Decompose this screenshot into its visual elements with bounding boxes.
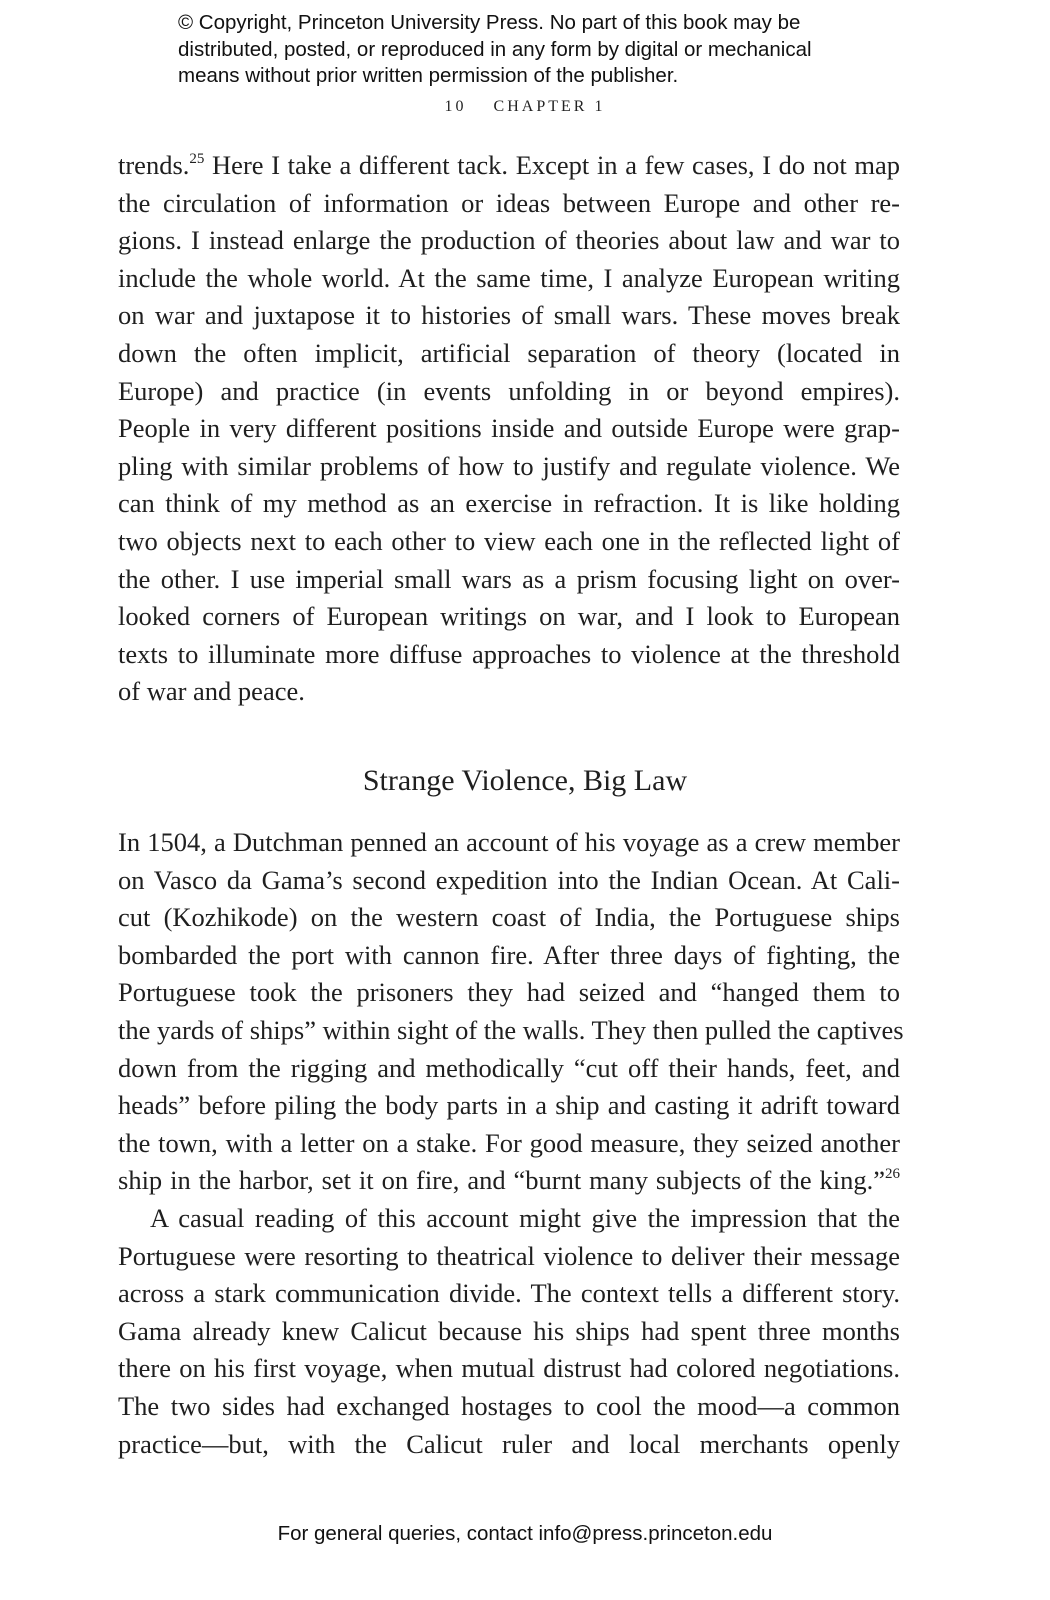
text-line: texts to illuminate more diffuse approaches to violence at the threshold	[118, 638, 900, 669]
text-line: practice—but, with the Calicut ruler and local merchants openly	[118, 1428, 900, 1459]
text-line: People in very different positions inside and outside Europe were grap-	[118, 413, 900, 444]
text-span: Here I take a different tack. Except in a few cases, I do not map	[204, 150, 900, 180]
text-line: bombarded the port with cannon fire. After three days of fighting, the	[118, 939, 900, 970]
text-line: can think of my method as an exercise in refraction. It is like holding	[118, 488, 900, 519]
text-line: Portuguese were resorting to theatrical violence to deliver their message	[118, 1240, 900, 1271]
text-line: of war and peace.	[118, 676, 305, 707]
text-line: down the often implicit, artificial separation of theory (located in	[118, 337, 900, 368]
copyright-notice	[178, 10, 898, 90]
text-line: on war and juxtapose it to histories of small wars. These moves break	[118, 300, 900, 331]
text-line: include the whole world. At the same time, I analyze European writing	[118, 262, 900, 293]
text-line: Portuguese took the prisoners they had seized and “hanged them to	[118, 977, 900, 1008]
text-line: down from the rigging and methodically “cut off their hands, feet, and	[118, 1052, 900, 1083]
copyright-line: means without prior written permission of the publisher.	[178, 64, 679, 87]
text-line: the yards of ships” within sight of the walls. They then pulled the captives	[118, 1014, 904, 1045]
text-line: The two sides had exchanged hostages to cool the mood—a common	[118, 1390, 900, 1421]
text-line: two objects next to each other to view each one in the reflected light of	[118, 525, 900, 556]
text-line: A casual reading of this account might give the impression that the	[150, 1203, 900, 1233]
text-line	[118, 1162, 900, 1200]
text-line: on Vasco da Gama’s second expedition into the Indian Ocean. At Cali-	[118, 864, 900, 895]
text-line	[118, 147, 900, 185]
chapter-label: CHAPTER 1	[493, 98, 606, 115]
text-line: the town, with a letter on a stake. For good measure, they seized another	[118, 1127, 900, 1158]
paragraph-1	[118, 147, 900, 711]
text-line: the other. I use imperial small wars as a prism focusing light on over-	[118, 563, 900, 594]
footnote-ref-26[interactable]: 26	[885, 1166, 900, 1183]
contact-footer: For general queries, contact info@press.princeton.edu	[277, 1522, 773, 1545]
paragraph-3	[118, 1200, 900, 1463]
text-line: Europe) and practice (in events unfolding in or beyond empires).	[118, 375, 900, 406]
footnote-ref-25[interactable]: 25	[189, 151, 205, 167]
text-span: ship in the harbor, set it on fire, and “burnt many subjects of the king.”	[118, 1165, 885, 1196]
text-line: cut (Kozhikode) on the western coast of India, the Portuguese ships	[118, 902, 900, 933]
text-line: heads” before piling the body parts in a ship and casting it adrift toward	[118, 1090, 900, 1121]
text-line: pling with similar problems of how to justify and regulate violence. We	[118, 450, 900, 481]
text-line: the circulation of information or ideas between Europe and other re-	[118, 187, 900, 218]
page-number: 10	[444, 98, 467, 115]
text-line: there on his first voyage, when mutual distrust had colored negotiations.	[118, 1353, 900, 1384]
text-line: across a stark communication divide. The context tells a different story.	[118, 1278, 900, 1309]
text-span: trends.	[118, 150, 190, 180]
text-line: In 1504, a Dutchman penned an account of his voyage as a crew member	[118, 827, 900, 857]
section-heading: Strange Violence, Big Law	[362, 764, 688, 797]
text-line: gions. I instead enlarge the production of theories about law and war to	[118, 225, 900, 256]
paragraph-2	[118, 824, 904, 1200]
copyright-line: © Copyright, Princeton University Press. No part of this book may be	[178, 11, 801, 34]
text-line: Gama already knew Calicut because his ships had spent three months	[118, 1315, 900, 1346]
running-head	[0, 98, 1050, 116]
copyright-line: distributed, posted, or reproduced in any form by digital or mechanical	[178, 37, 812, 61]
text-line: looked corners of European writings on war, and I look to European	[118, 601, 900, 632]
